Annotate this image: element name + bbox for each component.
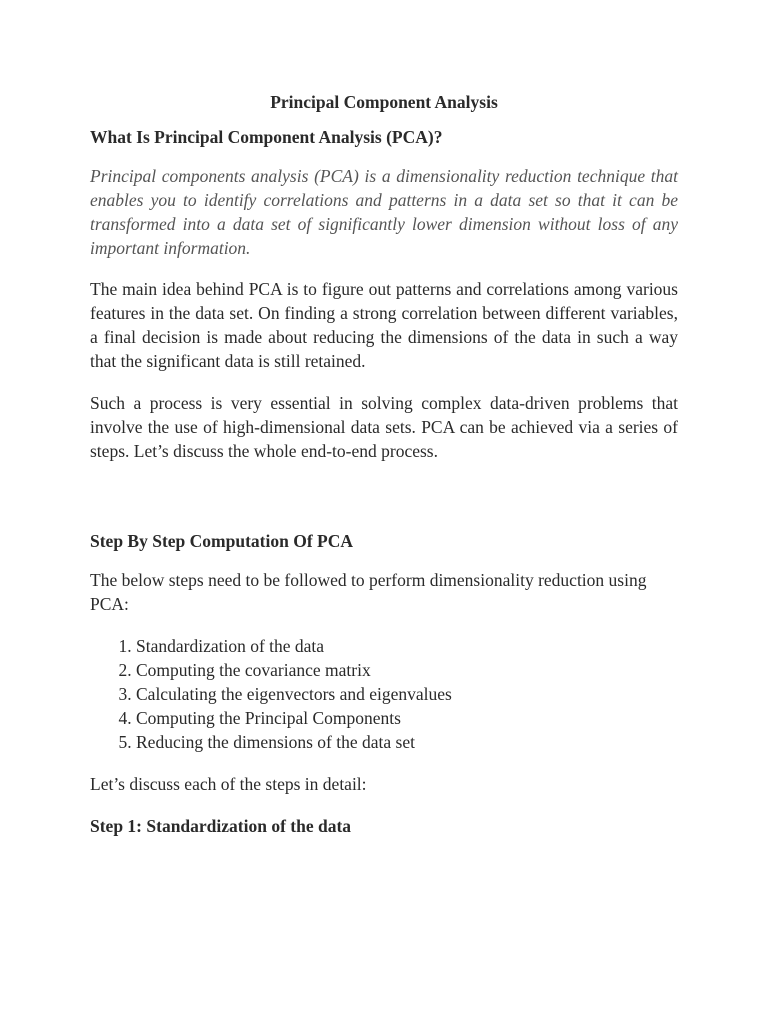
step-1-heading: Step 1: Standardization of the data: [90, 816, 352, 836]
list-item: 1. Standardization of the data: [136, 634, 678, 658]
list-item: 2. Computing the covariance matrix: [136, 658, 678, 682]
document-title: Principal Component Analysis: [270, 92, 498, 112]
document-page: [90, 90, 678, 838]
steps-list: [90, 634, 678, 754]
question-heading: What Is Principal Component Analysis (PCA)?: [90, 127, 443, 147]
steps-heading: Step By Step Computation Of PCA: [90, 531, 354, 551]
list-item: 4. Computing the Principal Components: [136, 706, 678, 730]
list-item: 3. Calculating the eigenvectors and eigenvalues: [136, 682, 678, 706]
intro-paragraph: Principal components analysis (PCA) is a dimensionality reduction technique that enables you to identify correlations and patterns in a data set so that it can be transformed into a data set of significantly lower dimension without loss of any important information.: [90, 166, 678, 258]
list-item: 5. Reducing the dimensions of the data set: [136, 730, 678, 754]
steps-outro-paragraph: Let’s discuss each of the steps in detail:: [90, 774, 367, 794]
steps-intro-paragraph: The below steps need to be followed to perform dimensionality reduction using PCA:: [90, 570, 647, 614]
body-paragraph-2: Such a process is very essential in solving complex data-driven problems that involve the use of high-dimensional data sets. PCA can be achieved via a series of steps. Let’s discuss the whole end-to-end process.: [90, 393, 678, 461]
body-paragraph-1: The main idea behind PCA is to figure out patterns and correlations among various features in the data set. On finding a strong correlation between different variables, a final decision is made about reducing the dimensions of the data in such a way that the significant data is still retained.: [90, 279, 678, 371]
blank-space: [90, 481, 678, 529]
